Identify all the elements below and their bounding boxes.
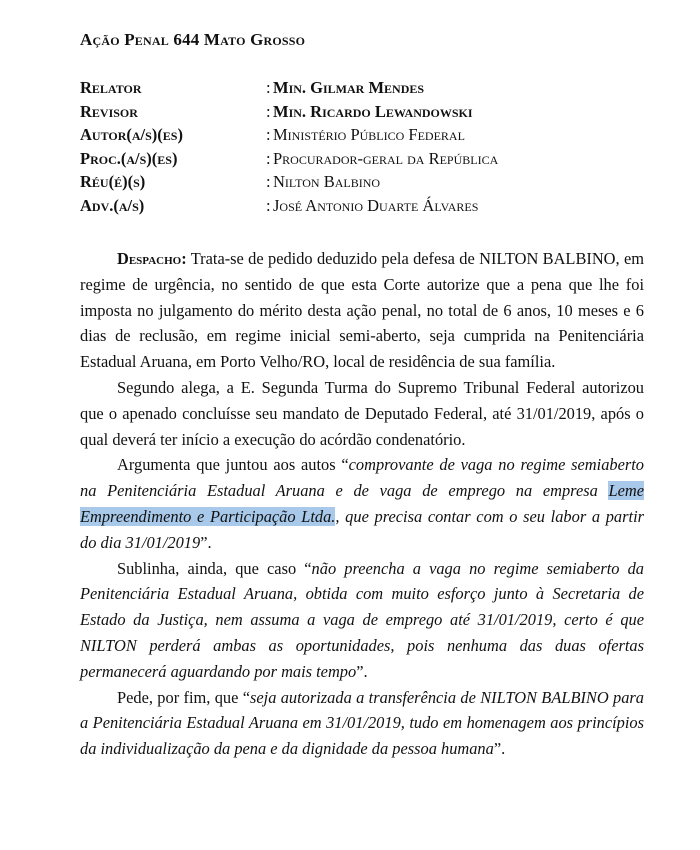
despacho-label: Despacho:: [117, 249, 187, 268]
party-name: Nilton Balbino: [273, 172, 381, 192]
party-role: Revisor: [80, 101, 138, 121]
quoted-text: não preencha a vaga no regime semiaberto da Penitenciária Estadual Aruana, obtida com muito esforço junto à Secretaria de Estado da Justiça, nem assuma a vaga de emprego até 31/01/2019, certo é que NILTON perderá ambas as oportunidades, pois nenhuma das duas ofertas permanecerá aguardando por mais tempo: [80, 558, 644, 681]
party-role: Proc.(a/s)(es): [80, 148, 178, 168]
party-separator: :: [266, 125, 271, 145]
party-separator: :: [266, 78, 271, 97]
paragraph-segundo-alega: [80, 375, 644, 452]
quoted-text: seja autorizada a transferência de NILTON BALBINO para a Penitenciária Estadual Aruana em 31/01/2019, tudo em homenagem aos princípios da individualização da pena e da dignidade da pessoa humana: [80, 687, 644, 759]
paragraph-text: Argumenta que juntou aos autos “: [117, 455, 349, 475]
party-separator: :: [266, 172, 271, 192]
party-name: Min. Ricardo Lewandowski: [273, 101, 473, 121]
party-role: Autor(a/s)(es): [80, 125, 183, 145]
paragraph-text: ”.: [356, 661, 368, 681]
paragraph-text: Trata-se de pedido deduzido pela defesa de NILTON BALBINO, em regime de urgência, no sentido de que esta Corte autorize que a pena que lhe foi imposta no julgamento do mérito desta ação penal, no total de 6 anos, 10 meses e 6 dias de reclusão, em regime inicial semi-aberto, seja cumprida na Penitenciária Estadual Aruana, em Porto Velho/RO, local de residência de sua família.: [80, 249, 644, 372]
case-caption: Ação Penal 644 Mato Grosso: [80, 30, 306, 49]
paragraph-text: ”.: [200, 532, 212, 552]
quoted-text: , que precisa contar com o seu labor a partir do dia 31/01/2019: [80, 506, 644, 552]
party-separator: :: [266, 101, 271, 121]
party-role: Adv.(a/s): [80, 195, 145, 215]
party-separator: :: [266, 148, 271, 168]
party-role: Réu(é)(s): [80, 172, 146, 192]
selected-text-highlight[interactable]: Leme Empreendimento e Participação Ltda.: [80, 481, 644, 526]
party-name: Min. Gilmar Mendes: [273, 78, 425, 97]
paragraph-sublinha: [80, 556, 644, 685]
paragraph-text: ”.: [493, 739, 506, 759]
paragraph-despacho: [80, 246, 644, 375]
paragraph-text: Segundo alega, a E. Segunda Turma do Supremo Tribunal Federal autorizou que o apenado concluísse seu mandato de Deputado Federal, até 31/01/2019, após o qual deverá ter início a execução do acórdão condenatório.: [80, 377, 644, 449]
document-body: [80, 246, 644, 762]
party-separator: :: [266, 195, 271, 215]
party-name: Ministério Público Federal: [273, 125, 465, 145]
party-name: Procurador-geral da República: [273, 148, 499, 168]
paragraph-text: Sublinha, ainda, que caso “: [117, 558, 312, 578]
paragraph-text: Pede, por fim, que “: [117, 687, 250, 707]
paragraph-pede: [80, 685, 644, 762]
party-role: Relator: [80, 78, 142, 97]
quoted-text: comprovante de vaga no regime semiaberto na Penitenciária Estadual Aruana e de vaga de emprego na empresa: [80, 455, 644, 501]
paragraph-argumenta: [80, 452, 644, 555]
party-name: José Antonio Duarte Álvares: [273, 195, 479, 215]
